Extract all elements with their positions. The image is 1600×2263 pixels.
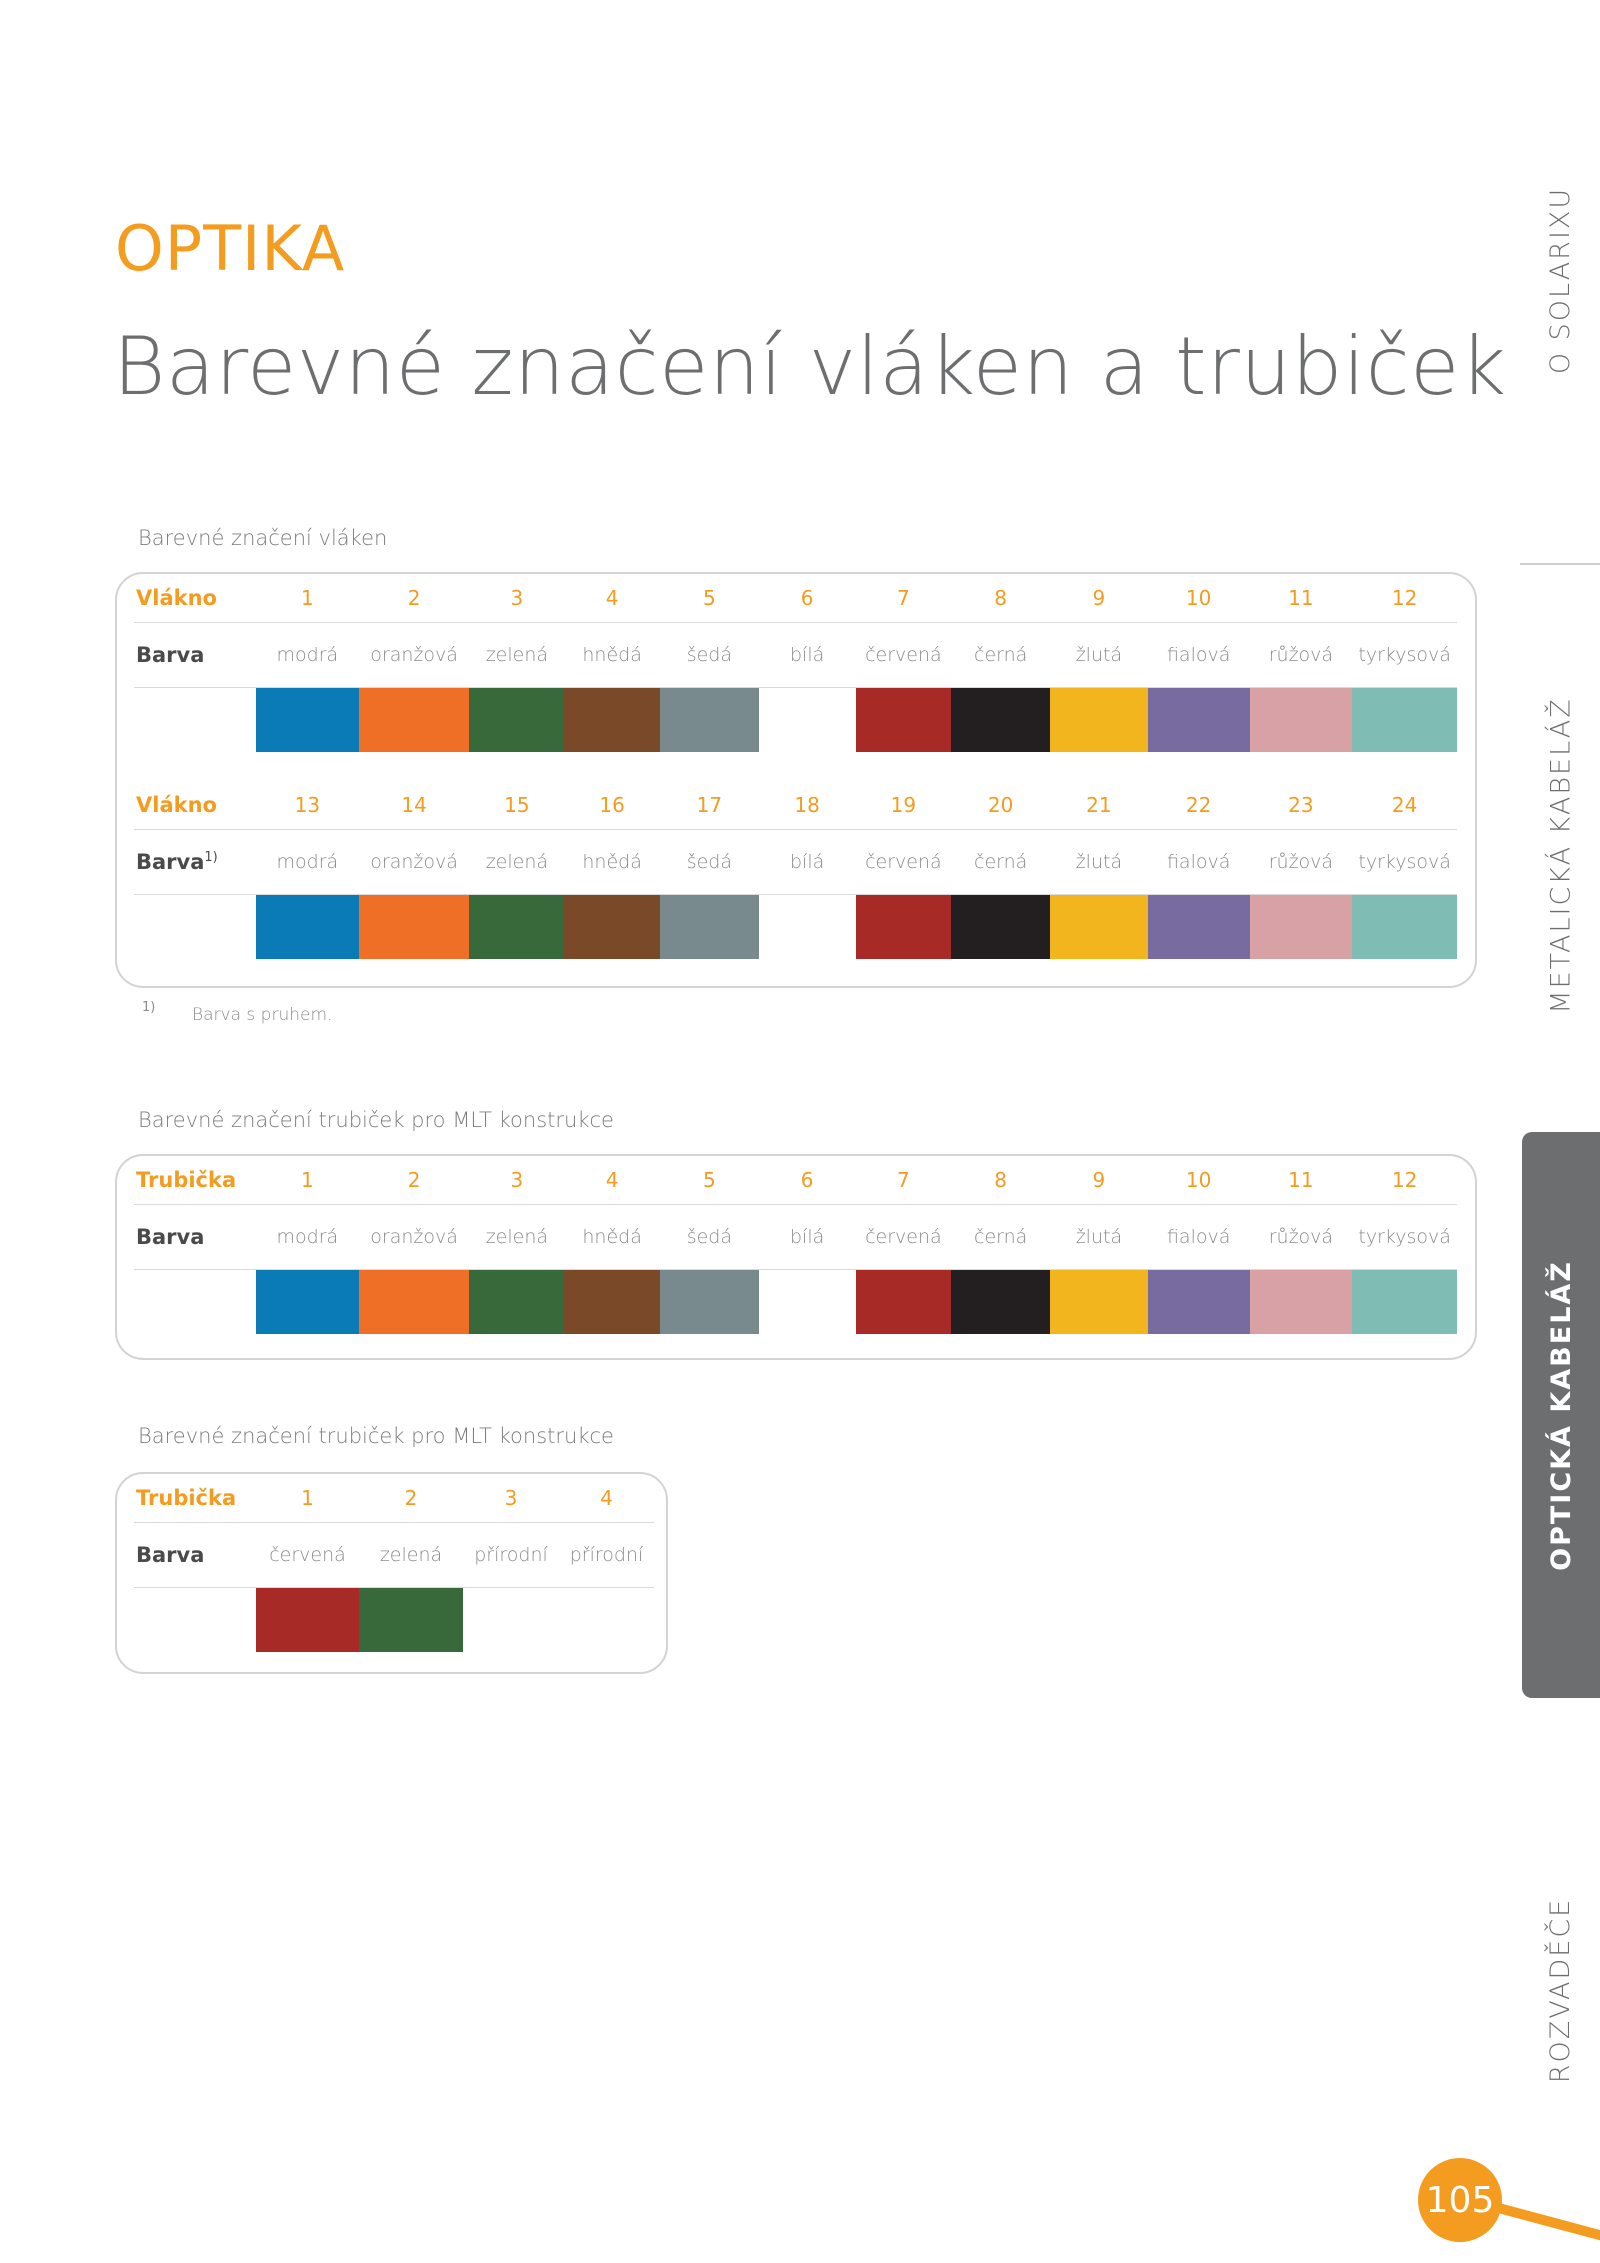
color-name-cell: tyrkysová [1358,644,1451,666]
number-cell: 9 [1092,586,1106,610]
color-name-cell: zelená [485,851,549,873]
tube-table-4-caption: Barevné značení trubiček pro MLT konstrukce [138,1424,614,1448]
footnote-reference: 1) [204,850,218,865]
color-name-cell: bílá [790,1226,825,1248]
color-swatch [256,1588,359,1652]
color-name-cell: modrá [276,1226,339,1248]
color-swatch [564,1270,660,1334]
number-row-label: Vlákno [136,586,217,610]
number-cell: 19 [890,793,917,817]
swatch-row-spacer [134,688,256,752]
footnote-mark: 1) [142,1000,156,1015]
color-name-cell: bílá [790,851,825,873]
color-row-label-text: Barva [136,643,205,667]
color-name-cell: červená [865,851,942,873]
number-cell: 3 [510,1168,524,1192]
number-cell: 1 [301,586,314,610]
color-row-label-text: Barva [136,1225,205,1249]
number-cell: 6 [800,1168,814,1192]
section-category: OPTIKA [115,212,346,285]
color-swatch [759,895,856,959]
color-swatch [759,688,856,752]
color-name-cell: fialová [1166,1226,1231,1248]
color-name-row [134,623,1457,688]
color-name-cell: přírodní [474,1544,548,1566]
color-swatch [660,688,759,752]
color-swatch [1148,688,1250,752]
number-cell: 2 [404,1486,418,1510]
number-cell: 15 [504,793,530,817]
color-name-cell: hnědá [582,851,642,873]
color-swatch [256,895,359,959]
tube-color-table-4 [115,1472,668,1674]
color-name-cell: fialová [1166,851,1231,873]
color-swatch [1352,688,1457,752]
color-swatch [1148,1270,1250,1334]
color-name-cell: tyrkysová [1358,851,1451,873]
color-name-cell: bílá [790,644,825,666]
number-cell: 8 [994,586,1008,610]
number-cell: 23 [1288,793,1314,817]
color-row-label-text: Barva [136,850,205,874]
number-cell: 3 [510,586,524,610]
number-cell: 3 [504,1486,518,1510]
color-swatch [951,895,1050,959]
side-tab-rozvadece[interactable]: ROZVADĚČE [1545,1897,1577,2083]
color-name-cell: žlutá [1075,851,1123,873]
number-cell: 24 [1391,793,1418,817]
side-tab-metalicka-kabelaz[interactable]: METALICKÁ KABELÁŽ [1545,696,1577,1014]
swatch-row [134,895,1457,959]
fiber-block-2 [134,781,1457,959]
page-number: 105 [1418,2158,1502,2242]
number-row [134,781,1457,830]
number-row [134,574,1457,623]
number-cell: 16 [599,793,625,817]
color-swatch [660,1270,759,1334]
color-swatch [256,688,359,752]
color-swatch [856,688,952,752]
color-row-label-text: Barva [136,1543,205,1567]
color-name-cell: růžová [1268,1226,1334,1248]
color-name-cell: žlutá [1075,1226,1123,1248]
color-swatch [1148,895,1250,959]
swatch-row [134,1270,1457,1334]
color-name-row [134,1205,1457,1270]
color-swatch [469,1270,564,1334]
color-swatch [359,1270,470,1334]
color-swatch [951,688,1050,752]
color-name-cell: oranžová [370,1226,458,1248]
color-swatch [1050,1270,1148,1334]
color-name-cell: modrá [276,851,339,873]
color-name-cell: hnědá [582,1226,642,1248]
color-name-cell: hnědá [582,644,642,666]
color-name-row [134,1523,654,1588]
color-name-cell: červená [865,644,942,666]
color-swatch [856,1270,952,1334]
color-name-cell: zelená [485,1226,549,1248]
color-swatch [1250,895,1353,959]
color-name-cell: oranžová [370,644,458,666]
color-name-cell: šedá [686,644,733,666]
color-swatch [1352,895,1457,959]
color-swatch [469,895,564,959]
number-cell: 12 [1391,586,1418,610]
swatch-row-spacer [134,1588,256,1652]
color-row-label [134,1543,256,1567]
color-swatch [1250,1270,1353,1334]
number-cell: 8 [994,1168,1008,1192]
number-cell: 5 [703,586,716,610]
color-name-cell: zelená [485,644,549,666]
color-swatch [256,1270,359,1334]
number-cell: 4 [605,586,619,610]
color-name-cell: přírodní [569,1544,644,1566]
color-swatch [564,688,660,752]
swatch-row [134,1588,654,1652]
color-name-cell: tyrkysová [1358,1226,1451,1248]
color-swatch [759,1270,856,1334]
number-row-label: Vlákno [136,793,217,817]
fiber-block-1 [134,574,1457,752]
number-cell: 10 [1185,1168,1212,1192]
number-cell: 11 [1288,1168,1314,1192]
color-row-label [134,850,256,874]
color-name-cell: fialová [1166,644,1231,666]
number-cell: 18 [794,793,820,817]
color-name-cell: červená [269,1544,346,1566]
number-cell: 4 [600,1486,613,1510]
swatch-row-spacer [134,895,256,959]
color-swatch [359,895,470,959]
number-cell: 1 [301,1486,314,1510]
color-swatch [856,895,952,959]
footnote-text: Barva s pruhem. [192,1005,333,1025]
color-swatch [1352,1270,1457,1334]
number-cell: 1 [301,1168,314,1192]
color-name-cell: oranžová [370,851,458,873]
color-name-cell: růžová [1268,644,1334,666]
swatch-row-spacer [134,1270,256,1334]
number-cell: 12 [1391,1168,1418,1192]
number-cell: 11 [1288,586,1314,610]
number-cell: 14 [401,793,427,817]
color-name-cell: šedá [686,851,733,873]
number-cell: 2 [407,1168,421,1192]
color-name-cell: černá [974,644,1028,666]
color-name-cell: šedá [686,1226,733,1248]
number-row-label: Trubička [136,1168,237,1192]
color-swatch [469,688,564,752]
side-divider [1520,563,1600,565]
color-swatch [359,688,470,752]
number-cell: 21 [1086,793,1112,817]
number-row [134,1474,654,1523]
color-swatch [463,1588,559,1652]
page-title: Barevné značení vláken a trubiček [113,320,1507,413]
tube-table-caption: Barevné značení trubiček pro MLT konstrukce [138,1108,614,1132]
color-row-label [134,643,256,667]
color-swatch [660,895,759,959]
color-name-cell: růžová [1268,851,1334,873]
color-swatch [1250,688,1353,752]
number-cell: 7 [897,1168,910,1192]
side-tab-o-solarixu[interactable]: O SOLARIXU [1545,186,1577,374]
number-cell: 13 [294,793,321,817]
number-cell: 7 [897,586,910,610]
tube-block-4 [134,1474,654,1652]
number-cell: 4 [605,1168,619,1192]
number-cell: 20 [987,793,1014,817]
color-name-cell: černá [974,1226,1028,1248]
color-name-cell: černá [974,851,1028,873]
number-cell: 6 [800,586,814,610]
tube-block-12 [134,1156,1457,1334]
fiber-color-table [115,572,1477,988]
color-row-label [134,1225,256,1249]
color-name-cell: žlutá [1075,644,1123,666]
color-name-row [134,830,1457,895]
number-cell: 5 [703,1168,716,1192]
number-cell: 10 [1185,586,1212,610]
color-swatch [359,1588,463,1652]
color-swatch [559,1588,654,1652]
tube-color-table-12 [115,1154,1477,1360]
swatch-row [134,688,1457,752]
side-tab-opticka-kabelaz[interactable]: OPTICKÁ KABELÁŽ [1522,1132,1600,1698]
color-swatch [1050,895,1148,959]
number-cell: 17 [696,793,723,817]
number-row-label: Trubička [136,1486,237,1510]
number-row [134,1156,1457,1205]
color-swatch [1050,688,1148,752]
color-name-cell: zelená [379,1544,443,1566]
number-cell: 22 [1185,793,1212,817]
color-name-cell: modrá [276,644,339,666]
color-swatch [951,1270,1050,1334]
number-cell: 9 [1092,1168,1106,1192]
number-cell: 2 [407,586,421,610]
fiber-table-caption: Barevné značení vláken [138,526,388,550]
color-name-cell: červená [865,1226,942,1248]
color-swatch [564,895,660,959]
